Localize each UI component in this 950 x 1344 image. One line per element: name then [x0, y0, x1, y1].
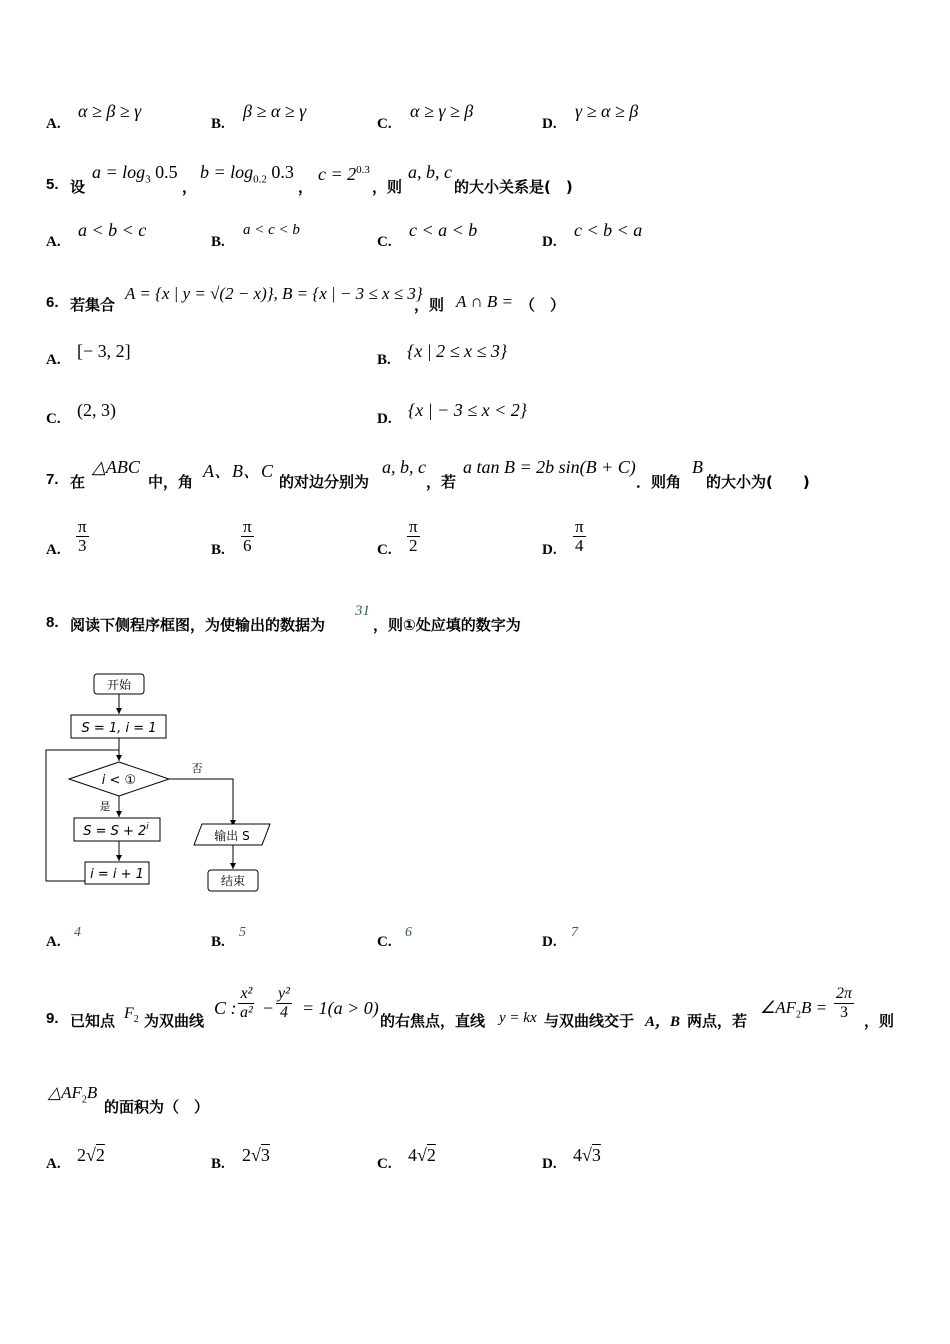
flow-start-text: 开始 — [106, 678, 132, 692]
q8-option-a-expr: 4 — [74, 925, 81, 940]
q5-c-expr: $c = 2^{0.3}$ — [318, 164, 370, 184]
q5-b-expr: $b = \log_{0.2} 0.3$ — [200, 162, 294, 186]
q5-option-c-label[interactable]: C. — [377, 234, 392, 250]
q7-option-c-label[interactable]: C. — [377, 542, 392, 558]
q9-mid5: ，则 — [864, 1012, 895, 1030]
q4-option-b-expr: β ≥ α ≥ γ — [243, 101, 307, 121]
q6-then: ，则 — [414, 296, 445, 314]
q6-option-c-expr: (2, 3) — [77, 400, 116, 420]
q7-tail: 的大小为( ) — [706, 473, 810, 491]
flow-step2-text: i = i + 1 — [90, 867, 144, 882]
q4-option-a-expr: α ≥ β ≥ γ — [78, 101, 142, 121]
q8-option-b-label[interactable]: B. — [211, 934, 225, 950]
q7-angle: B — [692, 457, 703, 477]
q9-option-c-label[interactable]: C. — [377, 1156, 392, 1172]
q4-option-c-expr: α ≥ γ ≥ β — [410, 101, 474, 121]
flow-step1-text: $S = S + 2^i$ — [83, 822, 149, 839]
q8-pre: 阅读下侧程序框图，为使输出的数据为 — [70, 616, 326, 634]
q6-tail: （ ） — [520, 296, 566, 314]
q5-vars: a, b, c — [408, 162, 452, 182]
q7-option-b-frac: $\frac{\pi}{6}$ — [243, 517, 252, 555]
q8-option-a-label[interactable]: A. — [46, 934, 61, 950]
q7-mid3: ，若 — [426, 473, 457, 491]
q5-then: ，则 — [372, 178, 403, 196]
q6-sets: A = {x | y = √(2 − x)}, B = {x | − 3 ≤ x ≤ 3} — [125, 284, 423, 303]
q6-number: 6. — [46, 294, 59, 311]
q7-option-d-label[interactable]: D. — [542, 542, 557, 558]
q4-option-c-label[interactable]: C. — [377, 116, 392, 132]
q9-option-a-label[interactable]: A. — [46, 1156, 61, 1172]
q5-comma2: ， — [298, 178, 314, 196]
q9-number: 9. — [46, 1010, 59, 1027]
q7-sides: a, b, c — [382, 457, 426, 477]
q8-option-b-expr: 5 — [239, 925, 246, 940]
q4-option-b-label[interactable]: B. — [211, 116, 225, 132]
q9-option-c-expr: 4√2 — [408, 1145, 436, 1165]
q9-frac-y: $\frac{\text{y²}}{4}$ — [278, 985, 290, 1021]
q5-option-b-label[interactable]: B. — [211, 234, 225, 250]
q7-option-a-label[interactable]: A. — [46, 542, 61, 558]
q9-focus: $F_2$ — [124, 1005, 139, 1026]
q9-mid2: 的右焦点，直线 — [380, 1012, 486, 1030]
flow-yes-label: 是 — [99, 800, 111, 813]
q7-pre: 在 — [70, 473, 86, 491]
q9-angle-frac: $\frac{2\pi}{3}$ — [836, 985, 853, 1021]
q5-tail: 的大小关系是( ) — [454, 178, 573, 196]
q4-option-a-label[interactable]: A. — [46, 116, 61, 132]
q6-option-d-expr: {x | − 3 ≤ x < 2} — [408, 400, 527, 420]
q6-option-a-expr: [− 3, 2] — [77, 341, 131, 361]
q7-triangle: △ABC — [92, 457, 140, 477]
q9-option-d-expr: 4√3 — [573, 1145, 601, 1165]
q9-line: y = kx — [499, 1010, 537, 1026]
q9-curve-name: C : — [214, 998, 237, 1018]
q8-option-d-label[interactable]: D. — [542, 934, 557, 950]
q9-minus: − — [263, 998, 274, 1018]
q8-option-c-label[interactable]: C. — [377, 934, 392, 950]
q8-option-c-expr: 6 — [405, 925, 412, 940]
q7-option-c-frac: $\frac{\pi}{2}$ — [409, 517, 418, 555]
q7-option-b-label[interactable]: B. — [211, 542, 225, 558]
q5-pre: 设 — [70, 178, 86, 196]
q7-mid1: 中，角 — [148, 473, 194, 491]
flow-init-text: S = 1, i = 1 — [81, 721, 157, 736]
q9-mid4: 两点，若 — [687, 1012, 748, 1030]
q9-frac-x: $\frac{\text{x²}}{\text{a²}}$ — [240, 985, 253, 1021]
q6-option-a-label[interactable]: A. — [46, 352, 61, 368]
q7-option-a-frac: $\frac{\pi}{3}$ — [78, 517, 87, 555]
flow-decision-text: i < ① — [101, 773, 137, 788]
q5-comma1: ， — [182, 178, 198, 196]
q8-value: 31 — [355, 603, 370, 619]
q4-option-d-expr: γ ≥ α ≥ β — [575, 101, 639, 121]
q5-a-expr: $a = \log_3 0.5$ — [92, 162, 178, 186]
q5-option-b-expr: a < c < b — [243, 222, 300, 238]
q9-mid1: 为双曲线 — [144, 1012, 205, 1030]
q8-number: 8. — [46, 614, 59, 631]
flow-no-branch — [169, 779, 233, 826]
q5-option-d-expr: c < b < a — [574, 220, 643, 240]
q9-option-d-label[interactable]: D. — [542, 1156, 557, 1172]
q9-option-b-expr: 2√3 — [242, 1145, 270, 1165]
flow-output-text: 输出 S — [214, 829, 250, 843]
q6-expr: A ∩ B = — [456, 292, 513, 311]
q9-option-b-label[interactable]: B. — [211, 1156, 225, 1172]
q7-mid2: 的对边分别为 — [279, 473, 370, 491]
q9-triangle: $\triangle AF_2B$ — [48, 1083, 98, 1106]
q9-angle: $\angle AF_2B$ = — [760, 998, 828, 1021]
q6-pre: 若集合 — [70, 296, 116, 314]
flow-no-label: 否 — [191, 762, 203, 775]
q7-angles: A、B、C — [203, 461, 273, 481]
q8-option-d-expr: 7 — [571, 925, 578, 940]
q5-number: 5. — [46, 176, 59, 193]
q9-points: A，B — [645, 1014, 681, 1030]
q8-tail: ，则①处应填的数字为 — [373, 616, 521, 634]
q6-option-b-expr: {x | 2 ≤ x ≤ 3} — [407, 341, 508, 361]
q5-option-c-expr: c < a < b — [409, 220, 478, 240]
q5-option-d-label[interactable]: D. — [542, 234, 557, 250]
q6-option-b-label[interactable]: B. — [377, 352, 391, 368]
q9-tail: 的面积为（ ） — [104, 1098, 210, 1116]
q7-number: 7. — [46, 471, 59, 488]
q5-option-a-expr: a < b < c — [78, 220, 147, 240]
q7-option-d-frac: $\frac{\pi}{4}$ — [575, 517, 584, 555]
q9-pre: 已知点 — [70, 1012, 116, 1030]
q9-option-a-expr: 2√2 — [77, 1145, 105, 1165]
q7-mid4: ．则角 — [636, 473, 682, 491]
q6-option-c-label[interactable]: C. — [46, 411, 61, 427]
q6-option-d-label[interactable]: D. — [377, 411, 392, 427]
q9-eq: = 1(a > 0) — [302, 998, 379, 1018]
flow-end-text: 结束 — [220, 874, 246, 888]
q5-option-a-label[interactable]: A. — [46, 234, 61, 250]
q9-mid3: 与双曲线交于 — [544, 1012, 635, 1030]
q7-condition: a tan B = 2b sin(B + C) — [463, 457, 636, 477]
q8-flowchart — [40, 668, 280, 900]
q4-option-d-label[interactable]: D. — [542, 116, 557, 132]
